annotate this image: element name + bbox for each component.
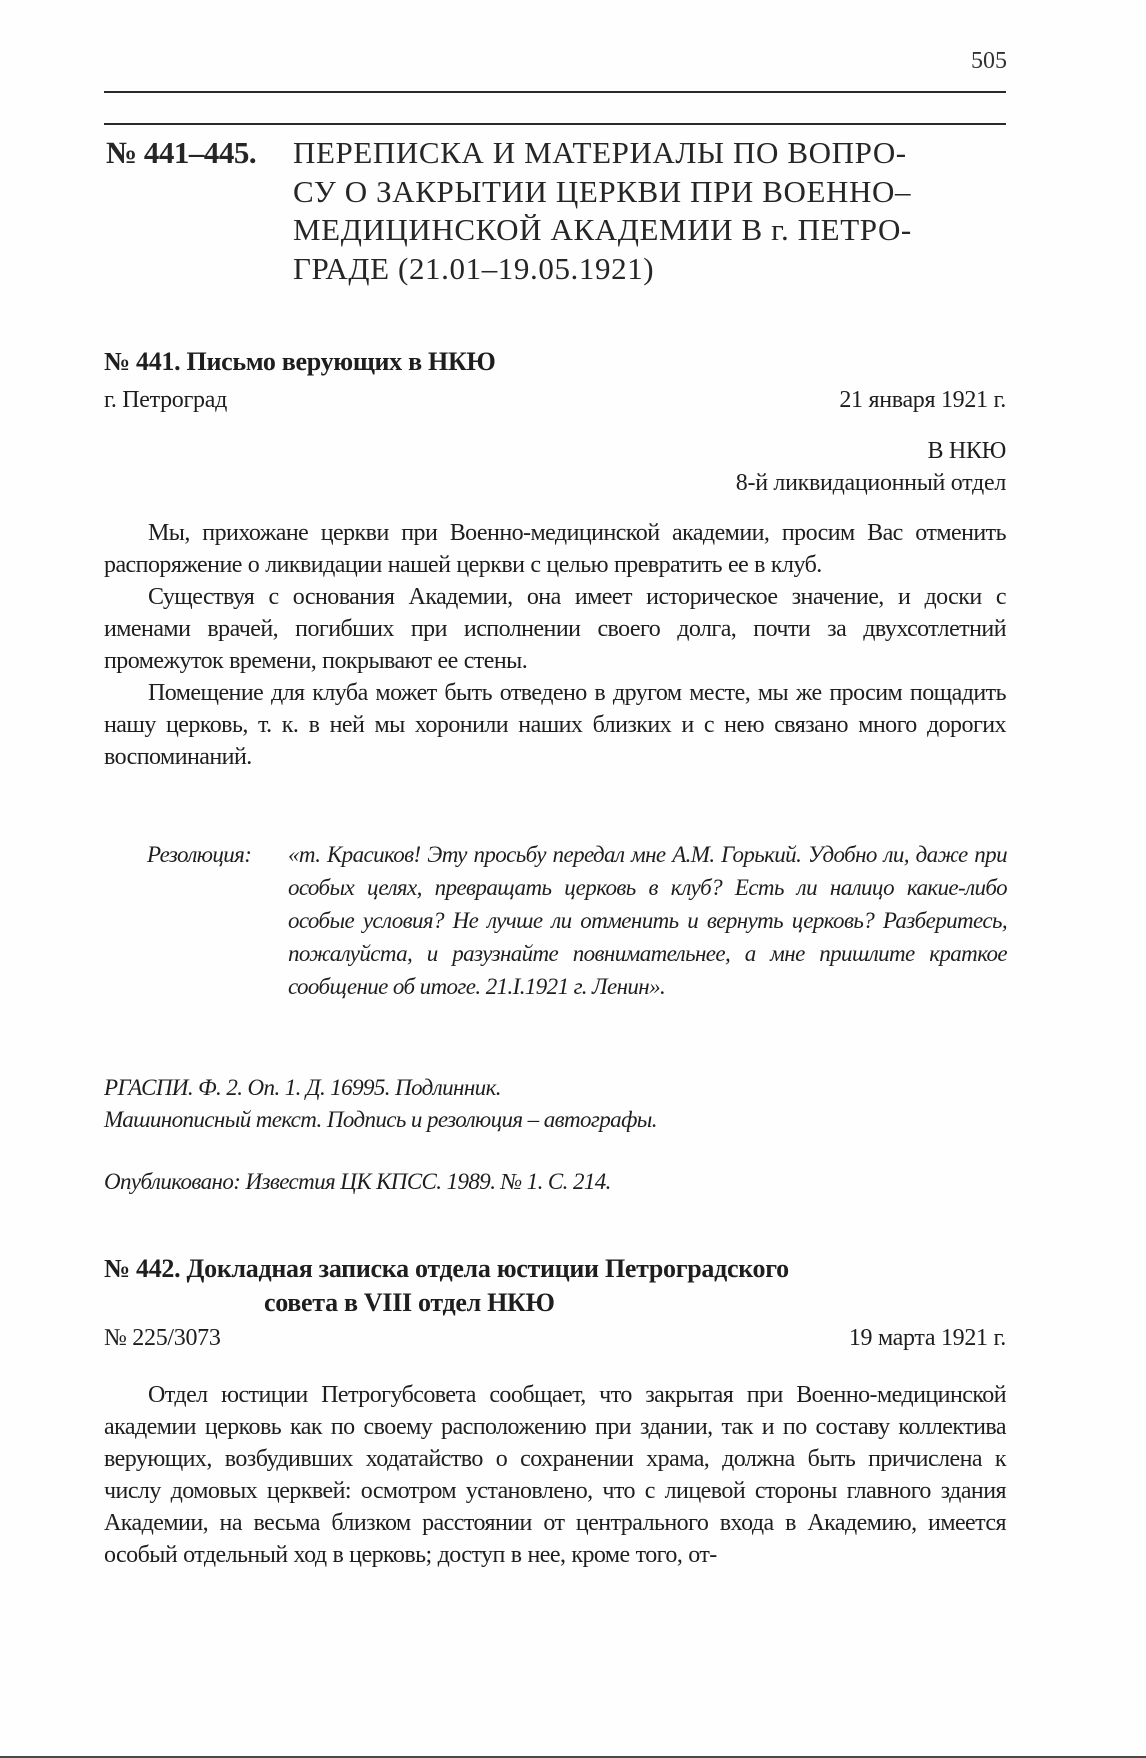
body-paragraph: Мы, прихожане церкви при Военно-медицинской академии, просим Вас отменить распоряжение о ликвидации нашей церкви с целью превратить ее в клуб. [104, 520, 1006, 578]
source-line: РГАСПИ. Ф. 2. Оп. 1. Д. 16995. Подлинник. [104, 1075, 501, 1100]
archive-source [104, 1072, 1006, 1136]
page-number: 505 [971, 48, 1007, 74]
body-paragraph: Существуя с основания Академии, она имеет историческое значение, и доски с именами врачей, погибших при исполнении своего долга, почти за двухсотлетний промежуток времени, покрывают ее стены. [104, 584, 1006, 674]
doc442-ref-number: № 225/3073 [104, 1325, 221, 1351]
section-number: № 441–445. [106, 135, 257, 170]
doc442-meta [104, 1322, 1006, 1354]
header-rule-bottom [104, 123, 1006, 125]
body-paragraph: Отдел юстиции Петрогубсовета сообщает, что закрытая при Военно-медицинской академии церковь как по своему расположению при здании, так и по составу коллектива верующих, возбудивших ходатайство о сохранении храма, должна быть причислена к числу домовых церквей: осмотром установлено, что с лицевой стороны главного здания Академии, на весьма близком расстоянии от центрального входа в Академию, имеется особый отдельный ход в церковь; доступ в нее, кроме того, от- [104, 1382, 1006, 1568]
doc442-title [104, 1252, 1006, 1320]
body-paragraph: Помещение для клуба может быть отведено в другом месте, мы же просим пощадить нашу церковь, т. к. в ней мы хоронили наших близких и с нею связано много дорогих воспоминаний. [104, 680, 1006, 770]
publication-note: Опубликовано: Известия ЦК КПСС. 1989. № 1. С. 214. [104, 1169, 611, 1194]
doc441-place: г. Петроград [104, 387, 228, 413]
doc441-title: № 441. Письмо верующих в НКЮ [104, 347, 496, 376]
resolution-text: «т. Красиков! Эту просьбу передал мне А.М. Горький. Удобно ли, даже при особых целях, превращать церковь в клуб? Есть ли налицо какие-либо особые условия? Не лучше ли отменить и вернуть церковь? Разберитесь, пожалуйста, и разузнайте повнимательнее, а мне пришлите краткое сообщение об итоге. 21.I.1921 г. Ленин». [288, 842, 1007, 999]
addressee-line: 8-й ликвидационный отдел [735, 470, 1006, 496]
doc442-title-line: № 442. Докладная записка отдела юстиции Петроградского [104, 1254, 789, 1283]
section-title-line: ПЕРЕПИСКА И МАТЕРИАЛЫ ПО ВОПРО- [293, 135, 907, 170]
doc441-addressee [104, 435, 1006, 499]
source-line: Машинописный текст. Подпись и резолюция – автографы. [104, 1107, 657, 1132]
header-rule-top [104, 91, 1006, 93]
doc441-body [104, 517, 1006, 773]
section-title-line: СУ О ЗАКРЫТИИ ЦЕРКВИ ПРИ ВОЕННО– [293, 173, 912, 209]
doc441-date: 21 января 1921 г. [839, 387, 1006, 413]
doc442-date: 19 марта 1921 г. [848, 1325, 1006, 1351]
section-title [293, 134, 1013, 288]
doc442-title-line: совета в VIII отдел НКЮ [264, 1288, 555, 1317]
section-title-line: МЕДИЦИНСКОЙ АКАДЕМИИ В г. ПЕТРО- [293, 212, 912, 247]
resolution-label: Резолюция: [147, 842, 252, 867]
section-title-line: ГРАДЕ (21.01–19.05.1921) [293, 250, 655, 286]
doc442-body [104, 1379, 1006, 1571]
doc441-meta [104, 384, 1006, 416]
addressee-line: В НКЮ [927, 438, 1006, 464]
